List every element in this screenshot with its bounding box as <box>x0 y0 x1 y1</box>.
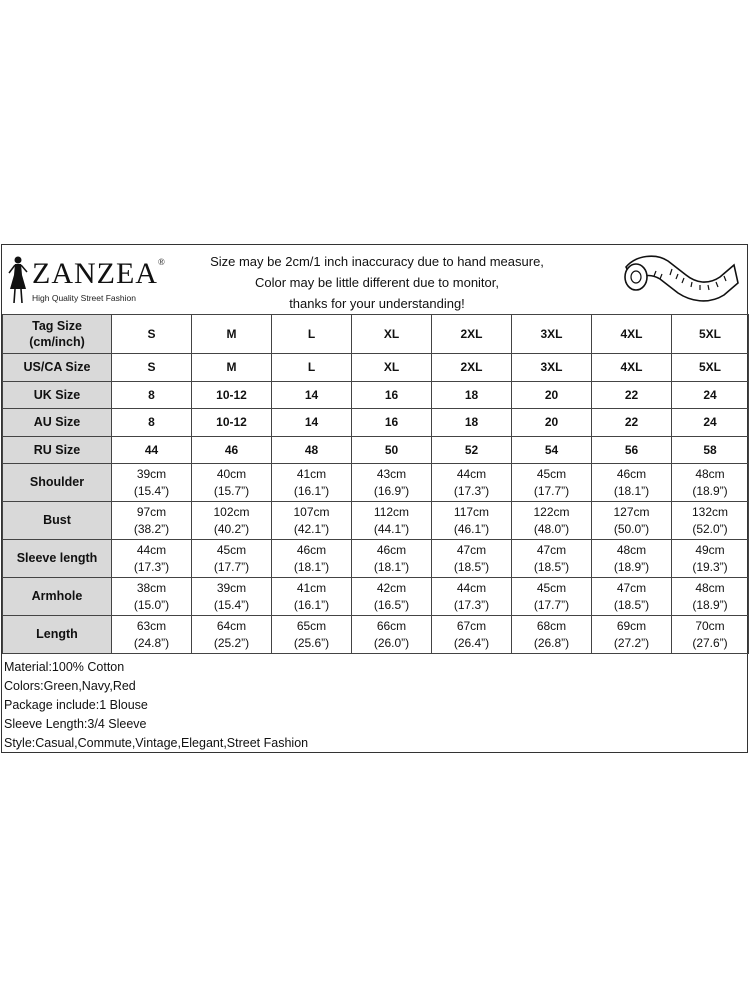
size-header-cell: M <box>192 315 272 354</box>
inch-value: (38.2”) <box>133 521 170 536</box>
size-chart <box>1 244 748 753</box>
inch-value: (42.1”) <box>293 521 330 536</box>
table-cell <box>272 578 352 616</box>
tag-size-unit: (cm/inch) <box>29 335 85 349</box>
table-cell <box>672 616 749 654</box>
table-cell: 16 <box>352 381 432 409</box>
row-label: RU Size <box>3 436 112 464</box>
table-row <box>3 354 749 382</box>
size-header-cell: 2XL <box>432 315 512 354</box>
table-cell: 50 <box>352 436 432 464</box>
inch-value: (18.1”) <box>293 559 330 574</box>
cm-value: 45cm <box>536 466 567 481</box>
brand-tagline: High Quality Street Fashion <box>32 293 136 303</box>
tag-size-header <box>3 315 112 354</box>
inch-value: (25.2”) <box>213 635 250 650</box>
table-cell <box>272 540 352 578</box>
cm-value: 46cm <box>376 542 407 557</box>
table-cell: 24 <box>672 409 749 437</box>
detail-material: Material:100% Cotton <box>4 660 125 674</box>
inch-value: (18.5”) <box>533 559 570 574</box>
table-cell <box>512 502 592 540</box>
table-cell <box>432 578 512 616</box>
inch-value: (15.0”) <box>133 597 170 612</box>
inch-value: (18.5”) <box>453 559 490 574</box>
brand-logo <box>6 255 166 305</box>
notice-line: Size may be 2cm/1 inch inaccuracy due to hand measure, <box>210 254 544 269</box>
size-header-cell: 5XL <box>672 315 749 354</box>
table-cell: 48 <box>272 436 352 464</box>
cm-value: 43cm <box>376 466 407 481</box>
inch-value: (18.9”) <box>692 597 728 612</box>
inch-value: (16.5”) <box>373 597 410 612</box>
table-cell <box>112 540 192 578</box>
size-header-cell: S <box>112 315 192 354</box>
table-cell: 4XL <box>592 354 672 382</box>
inch-value: (50.0”) <box>613 521 650 536</box>
table-cell: 52 <box>432 436 512 464</box>
table-cell: 18 <box>432 409 512 437</box>
inch-value: (17.3”) <box>453 483 490 498</box>
row-label: Shoulder <box>3 464 112 502</box>
detail-colors: Colors:Green,Navy,Red <box>4 679 136 693</box>
detail-package: Package include:1 Blouse <box>4 698 148 712</box>
cm-value: 47cm <box>616 580 647 595</box>
table-cell: L <box>272 354 352 382</box>
table-cell <box>432 502 512 540</box>
table-cell <box>672 540 749 578</box>
table-cell <box>192 616 272 654</box>
cm-value: 48cm <box>616 542 647 557</box>
table-cell: 20 <box>512 381 592 409</box>
cm-value: 117cm <box>453 504 490 519</box>
table-cell <box>192 578 272 616</box>
cm-value: 39cm <box>136 466 167 481</box>
notice-line: Color may be little different due to monitor, <box>255 275 499 290</box>
table-header-row <box>3 315 749 354</box>
table-cell <box>512 540 592 578</box>
table-cell: 20 <box>512 409 592 437</box>
chart-header <box>2 245 747 315</box>
table-cell <box>672 578 749 616</box>
table-cell <box>112 578 192 616</box>
cm-value: 70cm <box>695 618 725 633</box>
inch-value: (18.5”) <box>613 597 650 612</box>
cm-value: 44cm <box>456 580 487 595</box>
size-header-cell: 3XL <box>512 315 592 354</box>
cm-value: 65cm <box>296 618 327 633</box>
table-cell: M <box>192 354 272 382</box>
inch-value: (44.1”) <box>373 521 410 536</box>
table-cell <box>512 616 592 654</box>
inch-value: (52.0”) <box>692 521 728 536</box>
size-header-cell: 4XL <box>592 315 672 354</box>
row-label: US/CA Size <box>3 354 112 382</box>
table-row <box>3 464 749 502</box>
cm-value: 46cm <box>296 542 327 557</box>
inch-value: (18.1”) <box>373 559 410 574</box>
cm-value: 40cm <box>216 466 247 481</box>
table-cell: 10-12 <box>192 409 272 437</box>
table-cell: 5XL <box>672 354 749 382</box>
table-cell <box>352 502 432 540</box>
table-cell <box>592 502 672 540</box>
table-cell: S <box>112 354 192 382</box>
cm-value: 44cm <box>136 542 167 557</box>
row-label: Bust <box>3 502 112 540</box>
inch-value: (17.3”) <box>453 597 490 612</box>
table-cell: 58 <box>672 436 749 464</box>
cm-value: 41cm <box>296 466 327 481</box>
table-cell: 24 <box>672 381 749 409</box>
row-label: Armhole <box>3 578 112 616</box>
cm-value: 47cm <box>456 542 487 557</box>
inch-value: (17.7”) <box>533 483 570 498</box>
cm-value: 45cm <box>536 580 567 595</box>
cm-value: 67cm <box>456 618 487 633</box>
table-cell: 14 <box>272 409 352 437</box>
table-cell <box>192 540 272 578</box>
table-cell <box>192 464 272 502</box>
woman-silhouette-icon <box>6 255 30 305</box>
table-cell <box>352 540 432 578</box>
table-cell <box>432 464 512 502</box>
table-cell <box>352 578 432 616</box>
cm-value: 63cm <box>136 618 167 633</box>
table-row <box>3 502 749 540</box>
table-row <box>3 540 749 578</box>
cm-value: 48cm <box>695 466 725 481</box>
table-cell <box>592 540 672 578</box>
inch-value: (48.0”) <box>533 521 570 536</box>
table-row <box>3 578 749 616</box>
inch-value: (17.3”) <box>133 559 170 574</box>
table-cell <box>512 464 592 502</box>
table-cell: 46 <box>192 436 272 464</box>
inch-value: (27.2”) <box>613 635 650 650</box>
inch-value: (27.6”) <box>692 635 728 650</box>
table-cell <box>592 464 672 502</box>
table-cell <box>352 464 432 502</box>
table-cell: 16 <box>352 409 432 437</box>
cm-value: 42cm <box>376 580 407 595</box>
row-label: Sleeve length <box>3 540 112 578</box>
inch-value: (16.9”) <box>373 483 410 498</box>
cm-value: 45cm <box>216 542 247 557</box>
table-cell <box>432 540 512 578</box>
notice-line: thanks for your understanding! <box>289 296 465 311</box>
inch-value: (15.7”) <box>213 483 250 498</box>
cm-value: 48cm <box>695 580 725 595</box>
table-cell: XL <box>352 354 432 382</box>
table-cell: 2XL <box>432 354 512 382</box>
size-header-cell: XL <box>352 315 432 354</box>
table-row <box>3 616 749 654</box>
cm-value: 47cm <box>536 542 567 557</box>
table-row <box>3 436 749 464</box>
cm-value: 44cm <box>456 466 487 481</box>
table-cell <box>432 616 512 654</box>
cm-value: 41cm <box>296 580 327 595</box>
cm-value: 49cm <box>695 542 725 557</box>
cm-value: 132cm <box>691 504 729 519</box>
inch-value: (16.1”) <box>293 597 330 612</box>
cm-value: 39cm <box>216 580 247 595</box>
inch-value: (25.6”) <box>293 635 330 650</box>
inch-value: (46.1”) <box>453 521 490 536</box>
inch-value: (15.4”) <box>133 483 170 498</box>
row-label: AU Size <box>3 409 112 437</box>
inch-value: (18.9”) <box>692 483 728 498</box>
table-row <box>3 381 749 409</box>
table-cell: 56 <box>592 436 672 464</box>
product-details <box>4 658 308 753</box>
table-cell <box>672 464 749 502</box>
table-cell: 3XL <box>512 354 592 382</box>
row-label: UK Size <box>3 381 112 409</box>
brand-name: ZANZEA® <box>32 257 166 290</box>
inch-value: (18.1”) <box>613 483 650 498</box>
table-cell: 22 <box>592 381 672 409</box>
table-cell <box>272 502 352 540</box>
table-cell <box>112 616 192 654</box>
cm-value: 69cm <box>616 618 647 633</box>
detail-sleeve: Sleeve Length:3/4 Sleeve <box>4 717 147 731</box>
table-cell <box>112 502 192 540</box>
table-cell: 54 <box>512 436 592 464</box>
cm-value: 46cm <box>616 466 647 481</box>
table-cell: 18 <box>432 381 512 409</box>
cm-value: 97cm <box>136 504 167 519</box>
table-row <box>3 409 749 437</box>
table-cell: 22 <box>592 409 672 437</box>
inch-value: (26.0”) <box>373 635 410 650</box>
cm-value: 112cm <box>373 504 410 519</box>
size-header-cell: L <box>272 315 352 354</box>
table-cell <box>592 616 672 654</box>
cm-value: 127cm <box>613 504 650 519</box>
detail-style: Style:Casual,Commute,Vintage,Elegant,Street Fashion <box>4 736 309 750</box>
cm-value: 107cm <box>293 504 330 519</box>
tag-size-label: Tag Size <box>32 319 82 333</box>
row-label: Length <box>3 616 112 654</box>
inch-value: (16.1”) <box>293 483 330 498</box>
table-cell: 10-12 <box>192 381 272 409</box>
table-cell <box>672 502 749 540</box>
inch-value: (26.4”) <box>453 635 490 650</box>
table-cell: 8 <box>112 381 192 409</box>
table-cell <box>192 502 272 540</box>
table-cell <box>512 578 592 616</box>
table-cell <box>272 464 352 502</box>
cm-value: 102cm <box>213 504 250 519</box>
table-cell: 8 <box>112 409 192 437</box>
table-cell <box>272 616 352 654</box>
table-cell: 44 <box>112 436 192 464</box>
inch-value: (40.2”) <box>213 521 250 536</box>
table-cell <box>112 464 192 502</box>
inch-value: (18.9”) <box>613 559 650 574</box>
measuring-tape-icon <box>616 247 740 311</box>
table-cell <box>352 616 432 654</box>
size-table <box>2 314 749 654</box>
inch-value: (19.3”) <box>692 559 728 574</box>
inch-value: (17.7”) <box>533 597 570 612</box>
cm-value: 68cm <box>536 618 567 633</box>
inch-value: (17.7”) <box>213 559 250 574</box>
cm-value: 66cm <box>376 618 407 633</box>
inch-value: (26.8”) <box>533 635 570 650</box>
table-cell <box>592 578 672 616</box>
cm-value: 122cm <box>533 504 570 519</box>
measurement-notice <box>172 251 582 314</box>
inch-value: (24.8”) <box>133 635 170 650</box>
cm-value: 64cm <box>216 618 247 633</box>
inch-value: (15.4”) <box>213 597 250 612</box>
cm-value: 38cm <box>136 580 167 595</box>
table-cell: 14 <box>272 381 352 409</box>
